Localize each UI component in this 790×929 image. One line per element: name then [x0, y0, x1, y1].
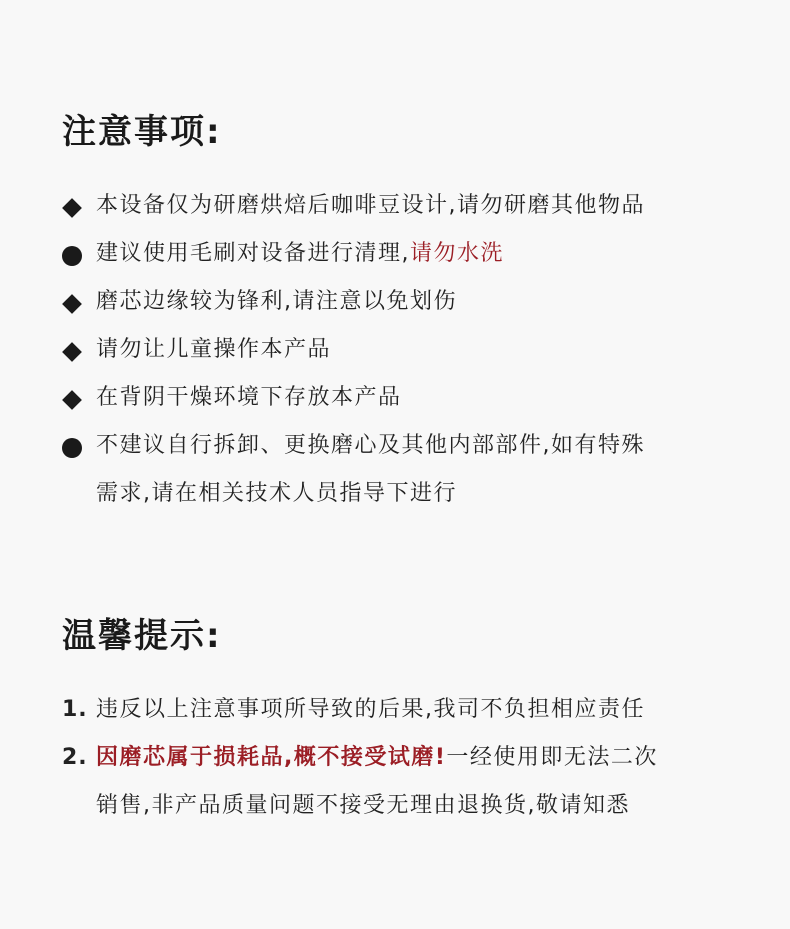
dot-bullet-icon: [62, 438, 82, 458]
tips-heading: 温馨提示:: [62, 616, 222, 656]
notice-item-text: 建议使用毛刷对设备进行清理,: [96, 241, 410, 266]
notice-list: [62, 182, 762, 518]
notice-section: [62, 112, 762, 518]
tips-item-number: 1.: [62, 697, 88, 722]
dot-bullet-icon: [62, 246, 82, 266]
notice-item-1: [62, 182, 762, 230]
notice-item-2: [62, 230, 762, 278]
notice-item-6: [62, 422, 762, 518]
tips-list: [62, 686, 762, 830]
notice-item-text: 不建议自行拆卸、更换磨心及其他内部部件,如有特殊: [96, 433, 645, 458]
tips-item-highlight: 因磨芯属于损耗品,概不接受试磨!: [96, 745, 447, 770]
tips-section: [62, 616, 762, 830]
notice-item-highlight: 请勿水洗: [410, 241, 505, 266]
notice-item-continuation: 需求,请在相关技术人员指导下进行: [96, 481, 457, 506]
tips-item-2: [62, 734, 762, 830]
notice-item-text: 磨芯边缘较为锋利,请注意以免划伤: [96, 289, 457, 314]
tips-item-text: 违反以上注意事项所导致的后果,我司不负担相应责任: [96, 697, 645, 722]
notice-item-text: 本设备仅为研磨烘焙后咖啡豆设计,请勿研磨其他物品: [96, 193, 645, 218]
notice-item-5: [62, 374, 762, 422]
tips-item-continuation: 销售,非产品质量问题不接受无理由退换货,敬请知悉: [96, 793, 630, 818]
tips-item-text: 一经使用即无法二次: [446, 745, 658, 770]
notice-item-4: [62, 326, 762, 374]
diamond-bullet-icon: [62, 294, 82, 314]
tips-item-1: [62, 686, 762, 734]
notice-heading: 注意事项:: [62, 112, 222, 152]
diamond-bullet-icon: [62, 390, 82, 410]
notice-item-3: [62, 278, 762, 326]
tips-item-number: 2.: [62, 745, 88, 770]
notice-item-text: 请勿让儿童操作本产品: [96, 337, 332, 362]
notice-item-text: 在背阴干燥环境下存放本产品: [96, 385, 402, 410]
diamond-bullet-icon: [62, 342, 82, 362]
diamond-bullet-icon: [62, 198, 82, 218]
